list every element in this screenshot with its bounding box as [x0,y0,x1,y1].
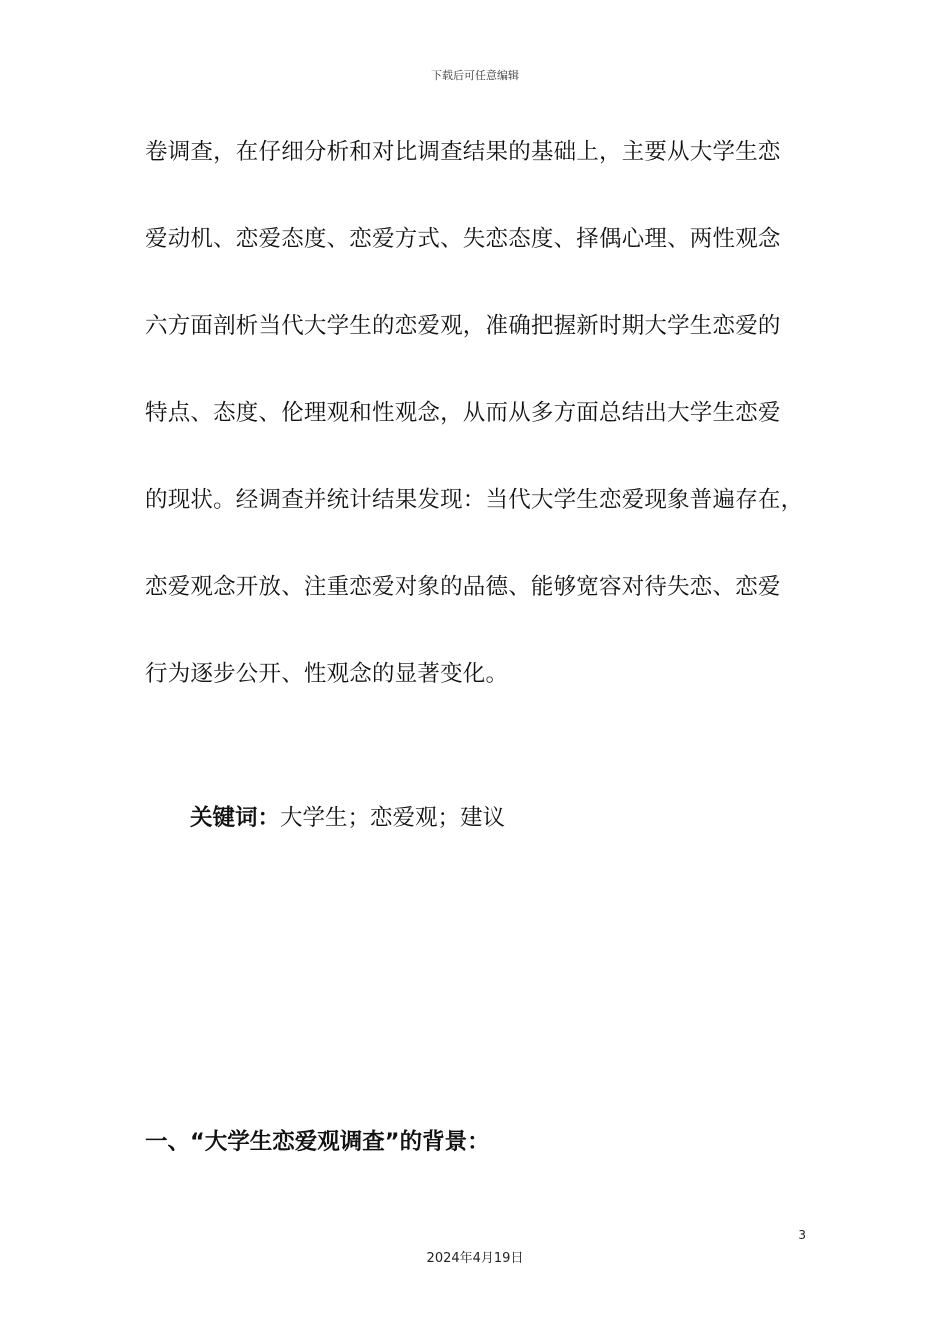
paragraph-line: 六方面剖析当代大学生的恋爱观，准确把握新时期大学生恋爱的 [145,313,781,339]
keywords-line [190,796,505,840]
paragraph-line: 爱动机、恋爱态度、恋爱方式、失恋态度、择偶心理、两性观念 [145,226,781,252]
footer-date: 2024年4月19日 [426,1251,524,1266]
header-note: 下载后可任意编辑 [431,69,519,82]
body-paragraph [145,130,825,739]
paragraph-line: 卷调查，在仔细分析和对比调查结果的基础上，主要从大学生恋 [145,139,781,165]
page-number: 3 [798,1228,806,1242]
section-heading: 一、“大学生恋爱观调查”的背景： [145,1129,490,1155]
paragraph-line: 的现状。经调查并统计结果发现：当代大学生恋爱现象普遍存在， [145,487,804,513]
paragraph-line: 行为逐步公开、性观念的显著变化。 [145,661,509,687]
keywords-value: 大学生；恋爱观；建议 [280,805,506,831]
keywords-label: 关键词： [190,805,281,831]
paragraph-line: 恋爱观念开放、注重恋爱对象的品德、能够宽容对待失恋、恋爱 [145,574,781,600]
paragraph-line: 特点、态度、伦理观和性观念，从而从多方面总结出大学生恋爱 [145,400,781,426]
